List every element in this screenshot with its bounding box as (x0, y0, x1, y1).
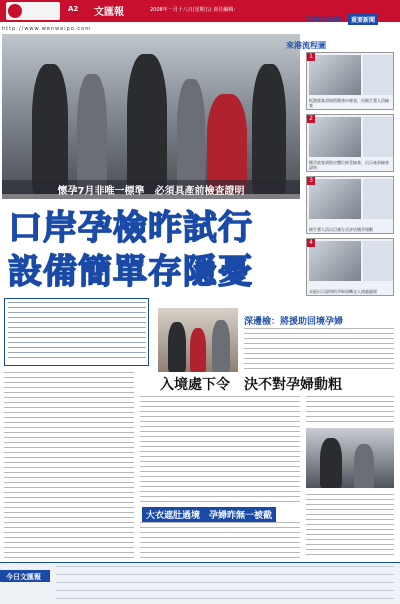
section-number: A2 (68, 5, 79, 13)
lead-paragraph-box (4, 298, 149, 366)
top-news-label: TOP NEWS (306, 16, 342, 23)
dateline: 2008年一月十八日(星期五) 責任編輯： (150, 7, 239, 13)
photo-figure (168, 322, 186, 372)
photo-figure (177, 79, 205, 194)
flow-step-photo (363, 55, 393, 95)
subhead-deep: 深邊檢：將援助回境孕婦 (244, 317, 344, 327)
site-url[interactable]: http://www.wenweipo.com (2, 26, 92, 32)
main-photo (2, 34, 300, 194)
flow-step (306, 52, 394, 110)
footer-index-grid (56, 566, 394, 600)
flow-step-caption: 衛生署人員以目測方式評估懷孕週數 (309, 227, 373, 232)
flow-step-number: 3 (307, 177, 315, 185)
main-headline-line2: 設備簡單存隱憂 (8, 252, 253, 292)
body-text-deep (244, 328, 394, 372)
body-text-sidebar (306, 494, 394, 558)
body-text-belly (140, 522, 300, 558)
photo-figure (212, 320, 230, 372)
body-text-right (306, 396, 394, 426)
flow-step-photo (363, 241, 393, 281)
inset-photo (158, 308, 238, 372)
photo-figure (207, 94, 247, 194)
flow-step-caption: 懷孕旅客到指定櫃位接受檢查，出示產前檢查證明 (309, 160, 389, 170)
footer-label: 今日文匯報 (6, 573, 41, 581)
inset-photo-right (306, 428, 394, 488)
flow-step (306, 114, 394, 172)
flow-step-photo (309, 179, 361, 219)
body-text-immigration (140, 396, 300, 502)
flow-step-photo (363, 179, 393, 219)
photo-figure (354, 444, 374, 488)
flow-step-caption: 抵港旅客須填寫健康申報表，由衛生署人員檢查 (309, 98, 389, 108)
subhead-immigration: 入境處下令 決不對孕婦動粗 (160, 377, 342, 393)
photo-figure (127, 54, 167, 194)
body-column-left (4, 372, 134, 558)
photo-figure (32, 64, 68, 194)
flow-step-photo (309, 55, 361, 95)
flow-step-photo (363, 117, 393, 157)
photo-figure (320, 438, 342, 488)
flow-step (306, 176, 394, 234)
flow-step-number: 1 (307, 53, 315, 61)
photo-figure (252, 64, 286, 194)
flow-step (306, 238, 394, 296)
section-tag: 重要新聞 (348, 14, 378, 25)
photo-figure (190, 328, 206, 372)
flow-step-number: 4 (307, 239, 315, 247)
lead-text-lines (8, 302, 146, 362)
logo-mark-icon (8, 4, 22, 18)
flow-step-photo (309, 241, 361, 281)
flow-step-number: 2 (307, 115, 315, 123)
masthead: 文匯報 (94, 7, 124, 18)
subhead-belly: 大衣遮肚過境 孕婦昨無一被截 (142, 507, 276, 522)
kicker-headline: 懷孕7月非唯一標準 必須具產前檢查證明 (2, 180, 300, 199)
flow-chart-title: 來港流程圖 (286, 41, 326, 50)
photo-figure (77, 74, 107, 194)
flow-step-photo (309, 117, 361, 157)
main-headline-line1: 口岸孕檢昨試行 (8, 208, 253, 248)
flow-step-caption: 未能出示證明的孕婦須轉交入境處處理 (309, 289, 377, 294)
